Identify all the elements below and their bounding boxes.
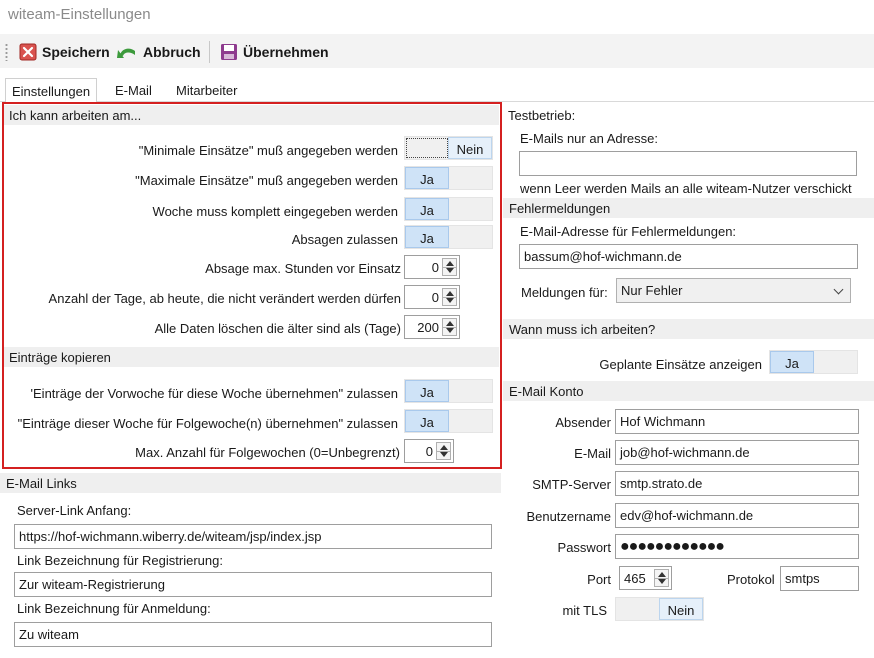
toggle-tls[interactable] (615, 597, 704, 621)
password-dots: ●●●●●●●●●●●● (620, 538, 724, 555)
passwort-input[interactable] (615, 534, 859, 559)
meldungen-value: Nur Fehler (621, 283, 683, 298)
save-label: Speichern (42, 44, 110, 60)
spin-absage-stunden[interactable] (404, 255, 460, 279)
label-absagen: Absagen zulassen (291, 232, 398, 247)
label-server-link: Server-Link Anfang: (17, 503, 132, 518)
spin-value: 200 (417, 320, 439, 335)
absender-input[interactable]: Hof Wichmann (615, 409, 859, 434)
section-arbeiten: Ich kann arbeiten am... (3, 105, 499, 125)
registrierung-input[interactable]: Zur witeam-Registrierung (14, 572, 492, 597)
label-max-einsaetze: "Maximale Einsätze" muß angegeben werden (135, 173, 398, 188)
label-woche-komplett: Woche muss komplett eingegeben werden (152, 204, 398, 219)
tab-mitarbeiter[interactable]: Mitarbeiter (176, 83, 238, 98)
toggle-vorwoche[interactable] (404, 379, 493, 403)
toggle-value: Ja (405, 226, 449, 248)
toggle-value: Ja (405, 380, 449, 402)
save-button[interactable] (19, 41, 110, 63)
email-input[interactable]: job@hof-wichmann.de (615, 440, 859, 465)
toggle-woche-komplett[interactable] (404, 197, 493, 221)
protokol-input[interactable]: smtps (780, 566, 859, 591)
label-fehler-adresse: E-Mail-Adresse für Fehlermeldungen: (520, 224, 737, 239)
spin-buttons[interactable] (442, 288, 457, 306)
label-meldungen: Meldungen für: (521, 285, 608, 300)
label-protokol: Protokol (727, 572, 775, 587)
spin-daten-loeschen[interactable] (404, 315, 460, 339)
cancel-button[interactable] (116, 41, 201, 63)
label-smtp: SMTP-Server (532, 477, 611, 492)
toggle-value: Nein (659, 598, 703, 620)
toggle-geplante-einsaetze[interactable] (769, 350, 858, 374)
spin-value: 465 (624, 571, 646, 586)
spin-tage-unveraendert[interactable] (404, 285, 460, 309)
label-registrierung: Link Bezeichnung für Registrierung: (17, 553, 223, 568)
toggle-min-einsaetze[interactable] (404, 136, 493, 160)
toggle-value: Ja (405, 167, 449, 189)
toggle-absagen[interactable] (404, 225, 493, 249)
fehler-adresse-input[interactable]: bassum@hof-wichmann.de (519, 244, 858, 269)
label-email: E-Mail (574, 446, 611, 461)
toggle-value: Ja (405, 198, 449, 220)
apply-button[interactable] (220, 41, 329, 63)
label-benutzername: Benutzername (526, 509, 611, 524)
spin-value: 0 (425, 444, 433, 459)
label-tage-unveraendert: Anzahl der Tage, ab heute, die nicht verändert werden dürfen (48, 291, 401, 306)
red-x-icon (19, 43, 37, 61)
test-hint: wenn Leer werden Mails an alle witeam-Nutzer verschickt (520, 181, 852, 196)
floppy-disk-icon (220, 43, 238, 61)
benutzername-input[interactable]: edv@hof-wichmann.de (615, 503, 859, 528)
spin-value: 0 (431, 290, 439, 305)
section-testbetrieb: Testbetrieb: (508, 108, 576, 123)
toggle-max-einsaetze[interactable] (404, 166, 493, 190)
label-absage-stunden: Absage max. Stunden vor Einsatz (205, 261, 401, 276)
focus-indicator (406, 138, 448, 158)
toolbar-grip[interactable] (5, 43, 8, 61)
chevron-down-icon (834, 285, 844, 295)
section-eintraege-kopieren: Einträge kopieren (3, 347, 499, 367)
tab-einstellungen[interactable]: Einstellungen (5, 78, 97, 102)
toggle-value: Ja (770, 351, 814, 373)
meldungen-select[interactable] (616, 278, 851, 303)
apply-label: Übernehmen (243, 44, 329, 60)
spin-buttons[interactable] (442, 258, 457, 276)
tab-divider (0, 101, 874, 102)
toggle-value: Ja (405, 410, 449, 432)
label-vorwoche: 'Einträge der Vorwoche für diese Woche übernehmen" zulassen (30, 386, 398, 401)
label-min-einsaetze: "Minimale Einsätze" muß angegeben werden (138, 143, 398, 158)
label-anmeldung: Link Bezeichnung für Anmeldung: (17, 601, 211, 616)
label-passwort: Passwort (557, 540, 611, 555)
label-daten-loeschen: Alle Daten löschen die älter sind als (Tage) (154, 321, 401, 336)
toolbar-separator (209, 41, 210, 63)
server-link-input[interactable]: https://hof-wichmann.wiberry.de/witeam/jsp/index.jsp (14, 524, 492, 549)
label-absender: Absender (555, 415, 611, 430)
spin-buttons[interactable] (442, 318, 457, 336)
spin-buttons[interactable] (654, 569, 669, 587)
label-port: Port (587, 572, 611, 587)
label-geplante-einsaetze: Geplante Einsätze anzeigen (599, 357, 762, 372)
port-spin[interactable] (619, 566, 672, 590)
spin-buttons[interactable] (436, 442, 451, 460)
smtp-input[interactable]: smtp.strato.de (615, 471, 859, 496)
section-email-konto: E-Mail Konto (503, 381, 874, 401)
window-title: witeam-Einstellungen (8, 6, 151, 23)
spin-max-folgewochen[interactable] (404, 439, 454, 463)
label-folgewoche: "Einträge dieser Woche für Folgewoche(n) übernehmen" zulassen (17, 416, 398, 431)
undo-arrow-icon (116, 43, 138, 61)
label-test-adresse: E-Mails nur an Adresse: (520, 131, 659, 146)
section-email-links: E-Mail Links (0, 473, 501, 493)
toggle-folgewoche[interactable] (404, 409, 493, 433)
label-max-folgewochen: Max. Anzahl für Folgewochen (0=Unbegrenzt) (135, 445, 400, 460)
section-fehlermeldungen: Fehlermeldungen (503, 198, 874, 218)
toggle-value: Nein (448, 137, 492, 159)
test-adresse-input[interactable] (519, 151, 857, 176)
cancel-label: Abbruch (143, 44, 201, 60)
section-wann-arbeiten: Wann muss ich arbeiten? (503, 319, 874, 339)
spin-value: 0 (431, 260, 439, 275)
tab-email[interactable]: E-Mail (115, 83, 152, 98)
anmeldung-input[interactable]: Zu witeam (14, 622, 492, 647)
label-tls: mit TLS (562, 603, 607, 618)
